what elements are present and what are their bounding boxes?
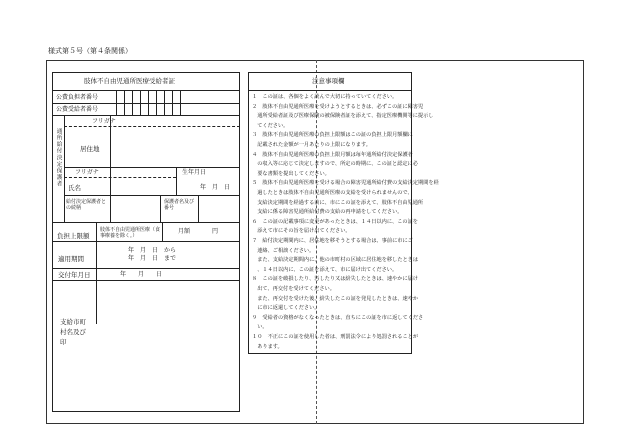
notes-title: 注意事項欄 xyxy=(312,77,345,85)
note-line: 記載された金額が一月あたりの上限になります。 xyxy=(252,142,371,148)
note-line: ４ 肢体不自由児通所医療の負担上限月額は毎年通所給付決定保護者 xyxy=(252,151,413,158)
note-line: ５ 肢体不自由児通所医療を受ける場合の障害児通所給付費の支給決定期間を経 xyxy=(252,180,439,187)
note-line: 支給に係る障害児通所給付費の支給の再申請をしてください。 xyxy=(252,209,403,216)
note-line: また、支給決定期間内に、他の市町村の区域に居住地を移したときは xyxy=(252,257,419,264)
note-line: 連絡、ご相談ください。 xyxy=(252,247,315,254)
period-from: 年 月 日 から xyxy=(128,247,177,254)
municipality-label: 支給市町村名及び印 xyxy=(60,318,86,346)
burden-limit-label: 負担上限額 xyxy=(57,232,90,240)
note-line: 支給決定期間を経過する前に、市にこの証を添えて、肢体不自由児通所 xyxy=(252,199,424,206)
issue-value: 年 月 日 xyxy=(120,271,163,278)
note-line: 添えて市にその旨を届け出てください。 xyxy=(252,228,351,235)
note-line: 出て、再交付を受けてください。 xyxy=(252,286,335,292)
birthdate-label: 生年月日 xyxy=(182,169,207,176)
issue-label: 交付年月日 xyxy=(58,271,91,279)
note-line: に市に返還してください。 xyxy=(252,305,320,312)
note-line: ２ 肢体不自由児通所医療を受けようとするときは、必ずこの証に障害児 xyxy=(252,103,424,110)
name-label: 氏名 xyxy=(68,184,81,192)
note-line: い。 xyxy=(252,324,268,331)
note-line: ８ この証を破損したり、汚したり又は紛失したときは、速やかに届け xyxy=(252,276,419,283)
form-number-label: 様式第５号（第４条関係） xyxy=(48,47,132,55)
note-line: ３ 肢体不自由児通所医療の負担上限額はこの証の負担上限月額欄に xyxy=(252,132,413,139)
monthly-label: 月額 xyxy=(178,228,191,235)
note-line: また、再交付を受けた後、紛失したこの証を発見したときは、速やか xyxy=(252,295,419,302)
note-line: 要な書類を提出してください。 xyxy=(252,170,330,177)
contact-label: 保護者名及び番号 xyxy=(164,199,195,211)
note-line: てください。 xyxy=(252,122,289,129)
yen-label: 円 xyxy=(212,228,219,235)
birthdate-value: 年 月 日 xyxy=(200,184,231,191)
certificate-frame xyxy=(52,72,240,412)
benefit-number-label: 公費負担者番号 xyxy=(56,94,99,101)
burden-limit-desc: 肢体不自由児通所医療（食事療養を除く。） xyxy=(100,227,161,239)
guardian-side-label: 通所給付決定保護者 xyxy=(55,128,62,188)
recipient-number-label: 公費受給者番号 xyxy=(56,106,99,113)
certificate-title: 肢体不自由児通所医療受給者証 xyxy=(84,77,175,85)
note-line: 通所受給者証及び医療保険の被保険者証を添えて、指定医療機関等に提示し xyxy=(252,113,434,120)
note-line: ７ 給付決定期間内に、居住地を移そうとする場合は、事前に市にご xyxy=(252,238,413,244)
note-line: 、１４日以内に、この証を添えて、市に届け出てください。 xyxy=(252,266,398,273)
note-line: あります。 xyxy=(252,343,283,350)
period-to: 年 月 日 まで xyxy=(128,255,177,262)
relation-label: 給付決定保護者との続柄 xyxy=(66,199,107,211)
period-label: 適用期間 xyxy=(58,255,84,263)
note-line: ９ 受給者の資格がなくなったときは、直ちにこの証を市に返してくださ xyxy=(252,314,424,321)
note-line: ６ この証の記載事項に変更があったときは、１４日以内に、この証を xyxy=(252,218,418,225)
address-label: 居住地 xyxy=(80,145,100,153)
note-line: １０ 不正にこの証を使用した者は、刑罰法令により処罰されることが xyxy=(252,334,419,340)
note-line: １ この証は、各個をよく読んで大切に持っていてください。 xyxy=(252,94,398,100)
furigana2-label: フリガナ xyxy=(75,169,99,176)
note-line: の収入等に応じて決定しますので、所定の時期に、この証と認定に必 xyxy=(252,161,418,168)
furigana-label: フリガナ xyxy=(92,118,116,125)
note-line: 過したときは肢体不自由児通所医療の支給を受けられませんので、 xyxy=(252,190,413,196)
